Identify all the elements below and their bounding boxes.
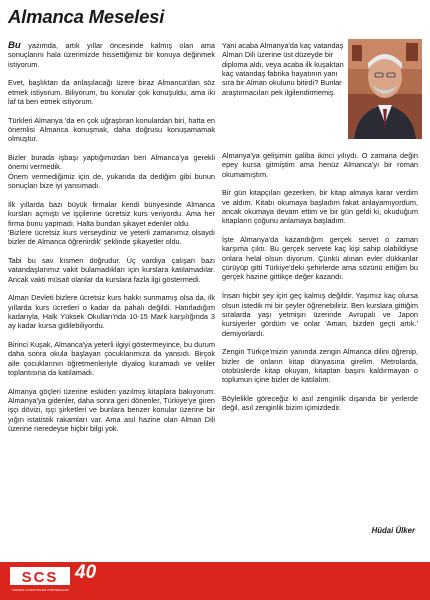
intro-word: Bu xyxy=(8,40,21,51)
paragraph: İnsan hiçbir şey için geç kalmış değildir. Yaşımız kaç olursa olsun istedik mi bir şeyler öğrenebiliriz. Ben kurslara gittiğim sıralarda yaşı yetmişin üzerinde Avrupalı ve Japon kursiyerler gördüm ve onlar 'Aman, bizden geçti artık.' demiyorlardı. xyxy=(222,291,418,338)
paragraph: Türkleri Almanya 'da en çok uğraştıran konulardan biri, hatta en önemlisi Almanca konuşmak, daha doğrusu konuşamamak olmuştur. xyxy=(8,115,215,144)
author-photo xyxy=(348,39,422,139)
author-signature: Hüdai Ülker xyxy=(371,526,415,535)
top-right-paragraph: Yani acaba Almanya'da kaç vatandaş Alman Dili üzerine üst düzeyde bir diploma aldı, veya acaba ilk kuşaktan kaç vatandaş fabrika hayatının yanı sıra bir Alman okulunu bitirdi? Bunlar araştırmacıları pek ilgilendirmemiş. xyxy=(222,41,344,97)
magazine-logo xyxy=(8,565,72,587)
paragraph: Evet, başlıktan da anlaşılacağı üzere biraz Almanca'dan söz etmek istiyorum. Biliyorum, bu konular çok konuşuldu, ama iki laf ta ben etmek istiyorum. xyxy=(8,78,215,107)
paragraph: Böylelikle göreceğiz ki asıl zenginlik dışarıda bir yerlerde değil, asıl zenginlik bizim içimizdedir. xyxy=(222,393,418,413)
paragraph: Bir gün kitapçıları gezerken, bir kitap almaya karar verdim ve aldım. Kitabı okumaya başladım fakat anlayamıyordum, ancak okumaya devam ettim ve bir gün geldi ki, okuduğum kitapların çoğunu anlamaya başladım. xyxy=(222,188,418,226)
left-column xyxy=(8,41,215,443)
paragraph: Bizler burada işbaşı yaptığımızdan beri Almanca'ya gerekli önemi vermedik. Önem vermediğimiz için de, yukarıda da dediğim gibi bunun sonuçları bize iyi yansımadı. xyxy=(8,153,215,191)
paragraph: İşte Almanya'da kazandığım gerçek servet o zaman karşıma çıktı. Bu gerçek servete kaç kişi sahip olabildiyse onlara helal olsun diyorum. Çünkü alınan evler dükkanlar çürüyüp gitti Türkiye'deki şehirlerde ama sözünü ettiğim bu gerçek hazine gittikçe değer kazandı. xyxy=(222,235,418,282)
page-number: 40 xyxy=(75,562,97,583)
paragraph xyxy=(8,41,215,69)
article-title: Almanca Meselesi xyxy=(8,6,165,27)
logo-subtitle: TÜRKISCH & DEUTSCHES STADTMAGAZIN xyxy=(11,588,69,592)
paragraph: Zengin Türkçe'mizin yanında zengin Almanca dilini öğrenip, bizler de onların kitap dünyasına girelim. Metrolarda, otobüslerde kitap okuyan, kitaptan başını kaldırmayan o toplumun içine bizler de katılalım. xyxy=(222,347,418,385)
paragraph: Alman Devleti bizlere ücretsiz kurs hakkı sunmamış olsa da, ilk yıllarda kurs ücretleri o kadar da pahalı değildi. Hatırladığım kadarıyla, Halk Yüksek Okulları'nda 10-15 Mark karşılığında 3 ay kadar kursa gidilebiliyordu. xyxy=(8,293,215,331)
paragraph: Tabi bu sav kısmen doğrudur. Üç vardiya çalışan bazı vatandaşlarımız vakit bulamadıkları için kurslara katılamadılar. Ancak vakti müsait olanlar da kurslara fazla ilgi göstermedi. xyxy=(8,255,215,284)
paragraph: Almanya'ya gelişimin galiba ikinci yılıydı. O zamana değin epey kursa gitmiştim ama henüz Almanca'yı bir roman okumamıştım. xyxy=(222,151,418,179)
paragraph: İlk yıllarda bazı büyük firmalar kendi bünyesinde Almanca kursları açmıştı ve işçilerine ücretsiz kurs veriyordu. Ama her firma bunu yapmadı. Halta bundan şikayet edenler oldu. 'Bizlere ücretsiz kurs verseydiniz ve yeterli zamanımız olsaydı bizler de Almanca öğrenirdik' şeklinde şikayetler oldu. xyxy=(8,199,215,247)
right-column xyxy=(222,151,418,422)
paragraph: Birinci Kuşak, Almanca'ya yeterli ilgiyi göstermeyince, bu durum daha sonra okula başlayan çocuklarımıza da yansıdı. Birçok aile çocuklarının öğretmenleriyle diyalog kuramadı ve veliler toplantısına da katılamadı. xyxy=(8,340,215,378)
logo-text: SCS xyxy=(21,569,59,586)
paragraph-text: yazımda, artık yıllar öncesinde kalmış olan ama sonuçlarını hala üzerimizde hissettiğimiz bir konuya değinmek istiyorum. xyxy=(8,41,215,69)
paragraph: Almanya göçleri üzerine eskiden yazılmış kitaplara bakıyorum: Almanya'ya gidenler, daha sonra geri dönenler, Türkiye'ye giren işçi dövizi, işçi şirketleri ve bunlara benzer konular üzerine bir yığın istatistik rakamları var. Ama asıl hazine olan Alman Dili üzerine neredeyse hiçbir bilgi yok. xyxy=(8,386,215,434)
footer-bar xyxy=(0,562,430,600)
